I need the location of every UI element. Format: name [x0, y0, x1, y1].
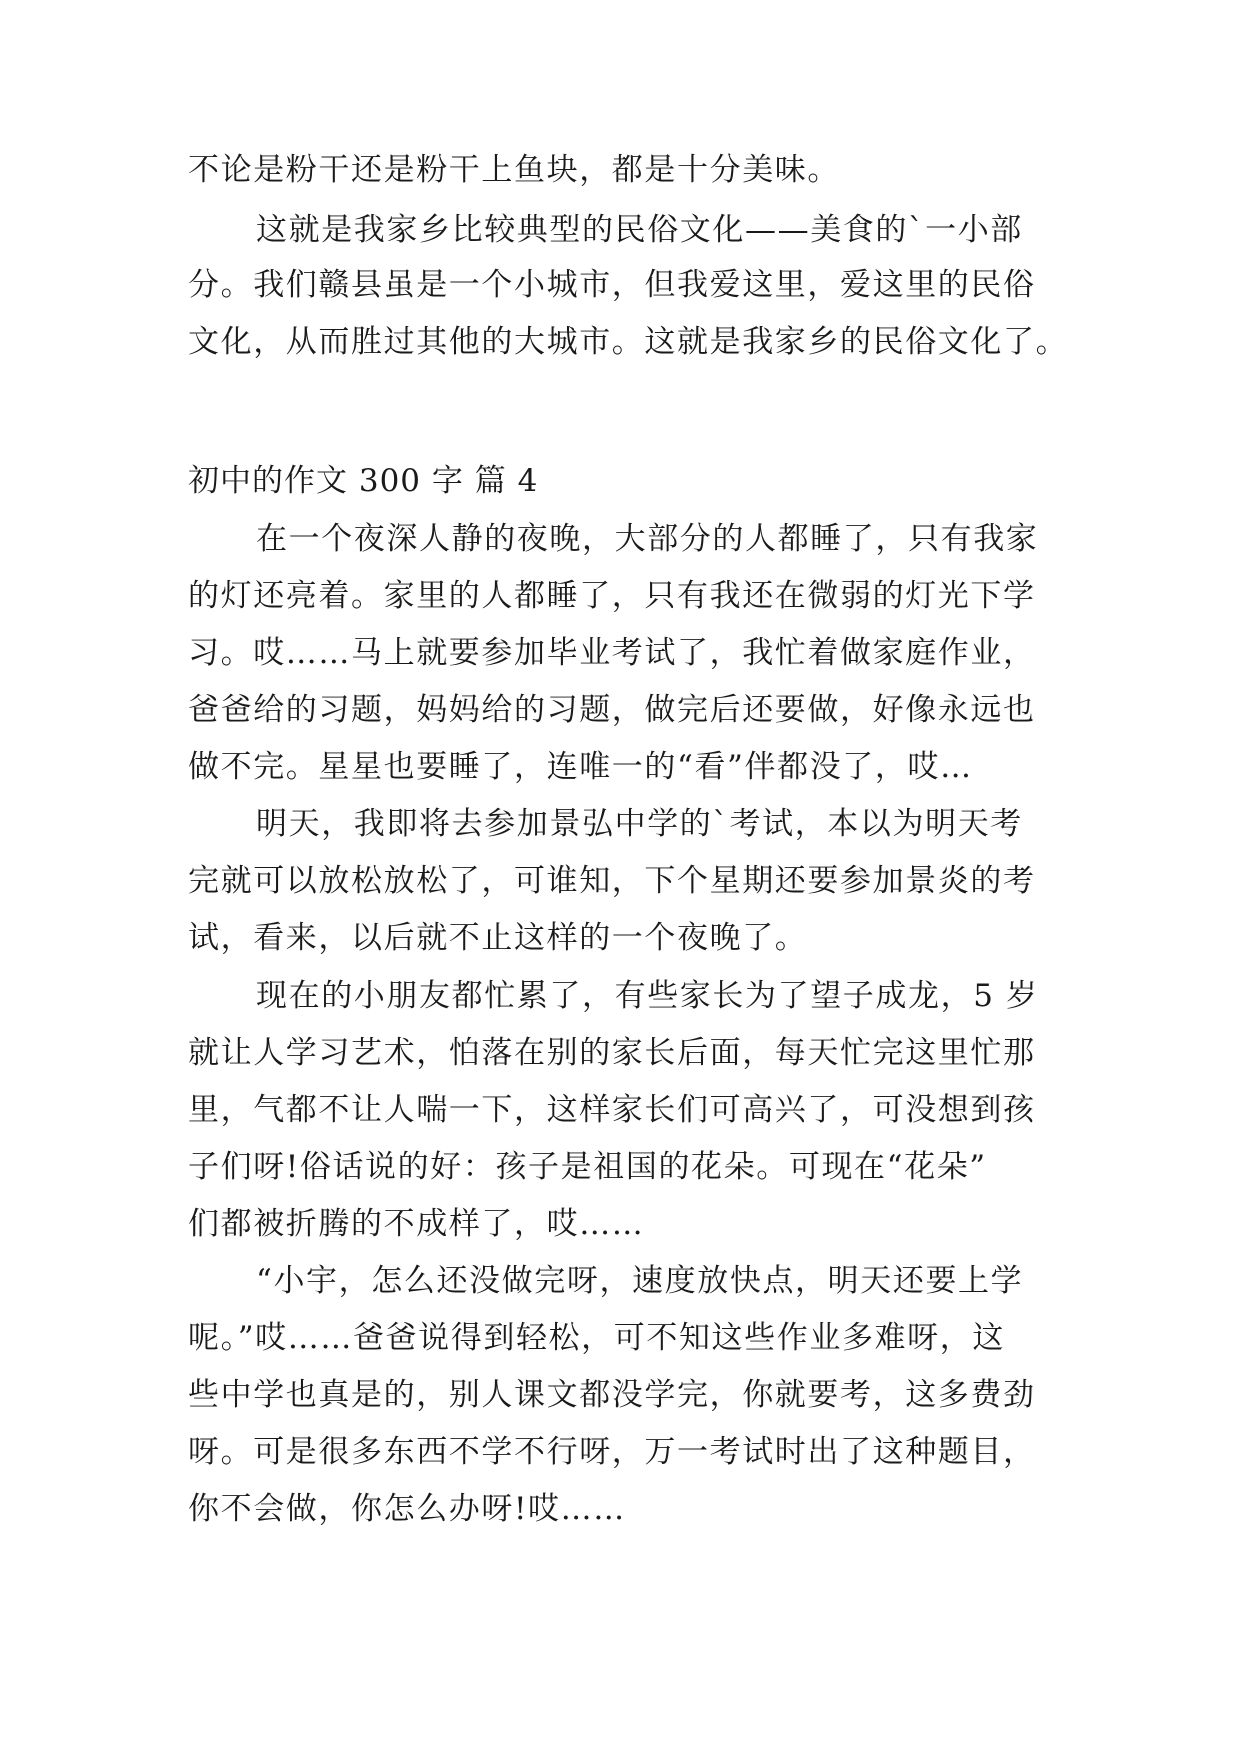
p1-line-3: 习。哎……马上就要参加毕业考试了，我忙着做家庭作业， [188, 635, 1036, 671]
p2-line-3: 试，看来，以后就不止这样的一个夜晚了。 [188, 920, 808, 956]
intro-line-2: 这就是我家乡比较典型的民俗文化——美食的`一小部 [256, 212, 1023, 248]
p1-line-4: 爸爸给的习题，妈妈给的习题，做完后还要做，好像永远也 [188, 692, 1036, 728]
p4-line-1: “小宇，怎么还没做完呀，速度放快点，明天还要上学 [256, 1263, 1024, 1299]
p4-line-2: 呢。”哎……爸爸说得到轻松，可不知这些作业多难呀，这 [188, 1320, 1005, 1356]
p1-line-5: 做不完。星星也要睡了，连唯一的“看”伴都没了，哎… [188, 749, 973, 785]
intro-line-1: 不论是粉干还是粉干上鱼块，都是十分美味。 [188, 152, 840, 188]
p4-line-4: 呀。可是很多东西不学不行呀，万一考试时出了这种题目， [188, 1434, 1036, 1470]
p1-line-2: 的灯还亮着。家里的人都睡了，只有我还在微弱的灯光下学 [188, 578, 1036, 614]
section-heading: 初中的作文 300 字 篇 4 [188, 463, 539, 499]
p3-line-5: 们都被折腾的不成样了，哎…… [188, 1206, 645, 1242]
p3-line-4: 子们呀!俗话说的好：孩子是祖国的花朵。可现在“花朵” [188, 1149, 987, 1185]
p3-line-1: 现在的小朋友都忙累了，有些家长为了望子成龙，5 岁 [256, 978, 1039, 1014]
p3-line-3: 里，气都不让人喘一下，这样家长们可高兴了，可没想到孩 [188, 1092, 1036, 1128]
p4-line-5: 你不会做，你怎么办呀!哎…… [188, 1491, 626, 1527]
intro-line-3: 分。我们赣县虽是一个小城市，但我爱这里，爱这里的民俗 [188, 267, 1036, 303]
p2-line-2: 完就可以放松放松了，可谁知，下个星期还要参加景炎的考 [188, 863, 1036, 899]
p2-line-1: 明天，我即将去参加景弘中学的`考试，本以为明天考 [256, 806, 1023, 842]
intro-line-4: 文化，从而胜过其他的大城市。这就是我家乡的民俗文化了。 [188, 324, 1069, 360]
p1-line-1: 在一个夜深人静的夜晚，大部分的人都睡了，只有我家 [256, 521, 1039, 557]
p4-line-3: 些中学也真是的，别人课文都没学完，你就要考，这多费劲 [188, 1377, 1036, 1413]
p3-line-2: 就让人学习艺术，怕落在别的家长后面，每天忙完这里忙那 [188, 1035, 1036, 1071]
